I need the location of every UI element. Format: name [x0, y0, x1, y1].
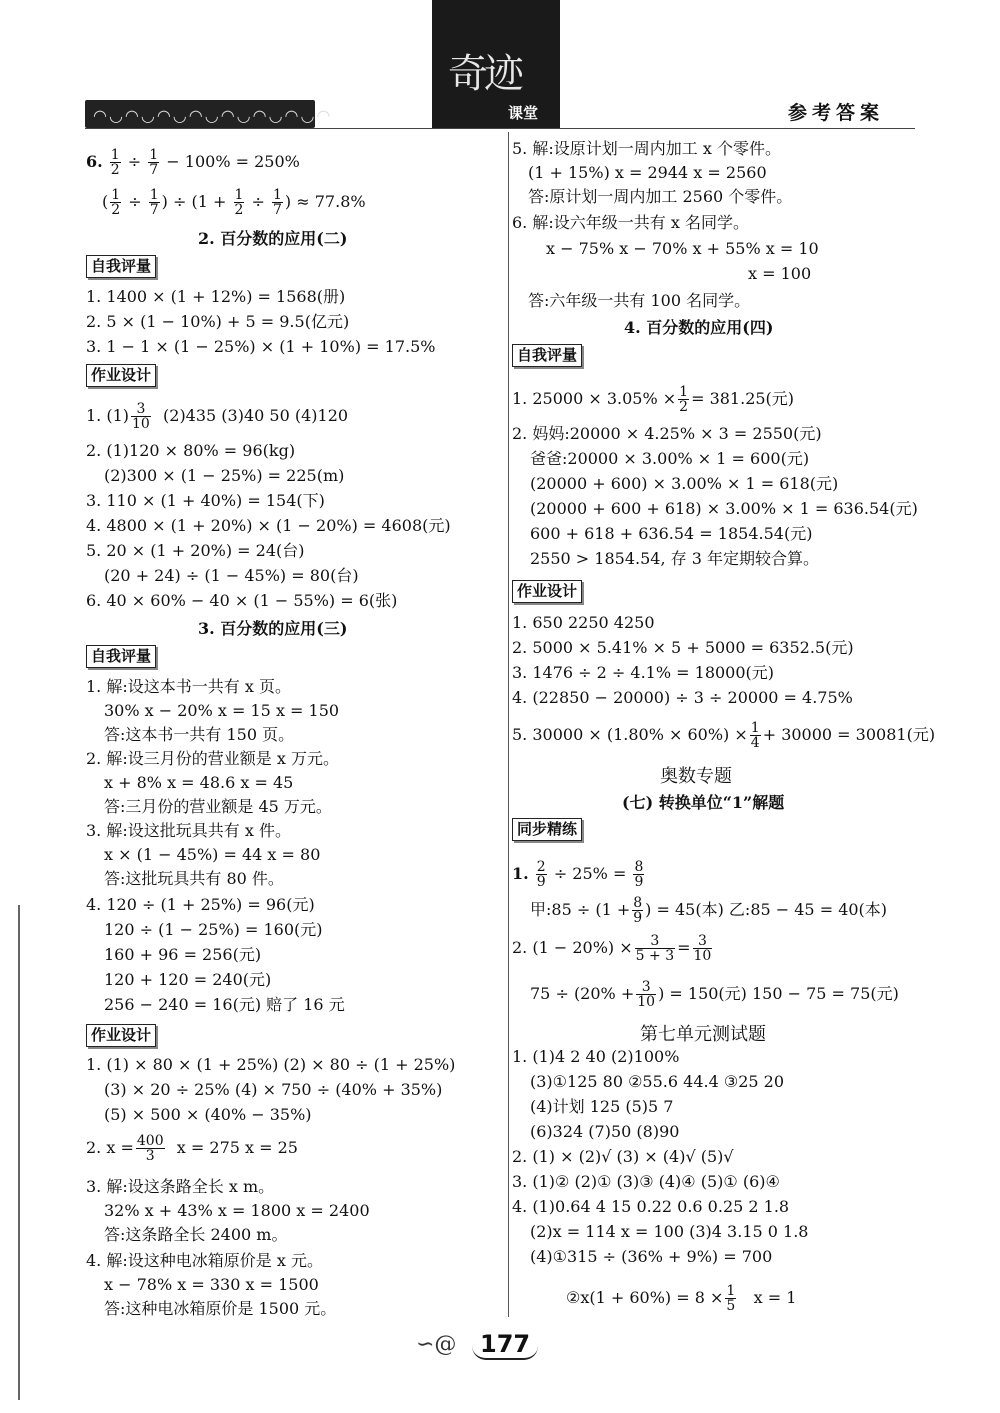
header-decoration-band: [85, 100, 333, 128]
answer-line: ( $\frac{1}{2}$ ÷ $\frac{1}{7}$ ) ÷ (1 + $\frac{1}{2}$ ÷ $\frac{1}{7}$ ) ≈ 77.8%: [102, 187, 366, 218]
answer-line: 120 ÷ (1 − 25%) = 160(元): [104, 920, 323, 939]
answer-line: 甲:85 ÷ (1 + $\frac{8}{9}$ ) = 45(本) 乙:85 − 45 = 40(本): [530, 895, 888, 926]
answer-line: 3. 解:设这条路全长 x m。: [86, 1177, 275, 1196]
column-divider: [508, 132, 509, 1317]
page-number: [416, 1328, 548, 1364]
answer-line: x × (1 − 45%) = 44 x = 80: [104, 845, 321, 864]
answer-line: 2. (1)120 × 80% = 96(kg): [86, 441, 296, 460]
answer-line: 答:这种电冰箱原价是 1500 元。: [104, 1299, 337, 1318]
answer-line: (20 + 24) ÷ (1 − 45%) = 80(台): [104, 566, 359, 585]
answer-line: (4)①315 ÷ (36% + 9%) = 700: [530, 1247, 773, 1266]
answer-line: 4. (1)0.64 4 15 0.22 0.6 0.25 2 1.8: [512, 1197, 790, 1216]
answer-line: 600 + 618 + 636.54 = 1854.54(元): [530, 524, 813, 543]
answer-line: 4. 120 ÷ (1 + 25%) = 96(元): [86, 895, 315, 914]
answer-line: 6. 40 × 60% − 40 × (1 − 55%) = 6(张): [86, 591, 398, 610]
answer-line: 2. x = $\frac{400}{3}$ x = 275 x = 25: [86, 1133, 298, 1164]
answer-line: 3. (1)② (2)① (3)③ (4)④ (5)① (6)④: [512, 1172, 780, 1191]
answer-line: (1 + 15%) x = 2944 x = 2560: [528, 163, 767, 182]
answer-line: 答:这本书一共有 150 页。: [104, 725, 295, 744]
answer-line: 2. (1 − 20%) × $\frac{3}{5 + 3}$ = $\frac{3}{10}$: [512, 933, 712, 964]
answer-line: (2)x = 114 x = 100 (3)4 3.15 0 1.8: [530, 1222, 809, 1241]
answer-line: (5) × 500 × (40% − 35%): [104, 1105, 312, 1124]
answer-line: 1. 1400 × (1 + 12%) = 1568(册): [86, 287, 346, 306]
answer-line: 答:三月份的营业额是 45 万元。: [104, 797, 332, 816]
answer-line: 5. 解:设原计划一周内加工 x 个零件。: [512, 139, 781, 158]
wave-pattern: ◠◡◠◡◠◡◠◡◠◡◠◡◠◡◠: [93, 106, 333, 125]
answer-line: 答:六年级一共有 100 名同学。: [528, 291, 751, 310]
logo-sub-text: 课堂: [508, 104, 539, 122]
answer-line: 1. (1) × 80 × (1 + 25%) (2) × 80 ÷ (1 + 25%): [86, 1055, 456, 1074]
answer-line: 2. 妈妈:20000 × 4.25% × 3 = 2550(元): [512, 424, 822, 443]
answer-line: 256 − 240 = 16(元) 赔了 16 元: [104, 995, 345, 1014]
answer-line: 答:这条路全长 2400 m。: [104, 1225, 288, 1244]
logo: [432, 0, 560, 128]
answer-line: 4. (22850 − 20000) ÷ 3 ÷ 20000 = 4.75%: [512, 688, 853, 707]
answer-line: 120 + 120 = 240(元): [104, 970, 272, 989]
header-rule: [85, 128, 915, 129]
answer-line: 160 + 96 = 256(元): [104, 945, 262, 964]
answer-line: 1. (1) $\frac{3}{10}$ (2)435 (3)40 50 (4)120: [86, 401, 349, 432]
page-edge-line: [18, 905, 20, 1400]
answer-line: 1. 650 2250 4250: [512, 613, 655, 632]
answer-line: 1. $\frac{2}{9}$ ÷ 25% = $\frac{8}{9}$: [512, 859, 644, 890]
answer-line: (2)300 × (1 − 25%) = 225(m): [104, 466, 345, 485]
answer-line: 30% x − 20% x = 15 x = 150: [104, 701, 340, 720]
answer-line: 3. 解:设这批玩具共有 x 件。: [86, 821, 291, 840]
section-title: 3. 百分数的应用(三): [198, 619, 348, 638]
section-title: 2. 百分数的应用(二): [198, 229, 348, 248]
answer-line: 2. 5000 × 5.41% × 5 + 5000 = 6352.5(元): [512, 638, 854, 657]
answer-line: 3. 1476 ÷ 2 ÷ 4.1% = 18000(元): [512, 663, 775, 682]
answer-line: 4. 4800 × (1 + 20%) × (1 − 20%) = 4608(元): [86, 516, 451, 535]
answer-line: 32% x + 43% x = 1800 x = 2400: [104, 1201, 370, 1220]
answer-line: 2550 > 1854.54, 存 3 年定期较合算。: [530, 549, 819, 568]
answer-line: (3)①125 80 ②55.6 44.4 ③25 20: [530, 1072, 784, 1091]
answer-line: 2. 解:设三月份的营业额是 x 万元。: [86, 749, 339, 768]
answer-line: 答:这批玩具共有 80 件。: [104, 869, 284, 888]
answer-line: 2. 5 × (1 − 10%) + 5 = 9.5(亿元): [86, 312, 350, 331]
answer-line: 1. 解:设这本书一共有 x 页。: [86, 677, 291, 696]
section-title: 4. 百分数的应用(四): [624, 318, 774, 337]
answer-line: 4. 解:设这种电冰箱原价是 x 元。: [86, 1251, 323, 1270]
header-title: 参考答案: [788, 102, 885, 124]
section-label-box: 作业设计: [86, 1024, 156, 1047]
answer-line: x − 78% x = 330 x = 1500: [104, 1275, 319, 1294]
page-number-text: 177: [472, 1330, 538, 1360]
section-title: 奥数专题: [660, 766, 732, 787]
answer-line: (3) × 20 ÷ 25% (4) × 750 ÷ (40% + 35%): [104, 1080, 443, 1099]
answer-line: 5. 30000 × (1.80% × 60%) × $\frac{1}{4}$ + 30000 = 30081(元): [512, 720, 936, 751]
section-subtitle: (七) 转换单位“1”解题: [622, 793, 785, 812]
section-title: 第七单元测试题: [640, 1024, 766, 1045]
answer-line: 75 ÷ (20% + $\frac{3}{10}$ ) = 150(元) 150 − 75 = 75(元): [530, 979, 899, 1010]
answer-line: 3. 1 − 1 × (1 − 25%) × (1 + 10%) = 17.5%: [86, 337, 436, 356]
answer-line: 5. 20 × (1 + 20%) = 24(台): [86, 541, 305, 560]
answer-line: 1. 25000 × 3.05% × $\frac{1}{2}$ = 381.25(元): [512, 384, 795, 415]
answer-line: 答:原计划一周内加工 2560 个零件。: [528, 187, 793, 206]
section-label-box: 自我评量: [86, 255, 156, 278]
answer-line: (4)计划 125 (5)5 7: [530, 1097, 674, 1116]
answer-line: x = 100: [748, 264, 812, 283]
curl-ornament-icon: ∽@: [416, 1332, 457, 1357]
answer-line: 1. (1)4 2 40 (2)100%: [512, 1047, 680, 1066]
answer-line: 6. 解:设六年级一共有 x 名同学。: [512, 213, 749, 232]
answer-line: (20000 + 600 + 618) × 3.00% × 1 = 636.54(元): [530, 499, 918, 518]
answer-line: 6. $\frac{1}{2}$ ÷ $\frac{1}{7}$ − 100% = 250%: [86, 147, 300, 178]
answer-line: (6)324 (7)50 (8)90: [530, 1122, 680, 1141]
answer-line: x − 75% x − 70% x + 55% x = 10: [546, 239, 819, 258]
answer-line: 爸爸:20000 × 3.00% × 1 = 600(元): [530, 449, 810, 468]
logo-main-text: 奇迹: [448, 51, 520, 97]
section-label-box: 作业设计: [512, 580, 582, 603]
answer-line: x + 8% x = 48.6 x = 45: [104, 773, 294, 792]
answer-line: 2. (1) × (2)√ (3) × (4)√ (5)√: [512, 1147, 734, 1166]
section-label-box: 同步精练: [512, 818, 582, 841]
section-label-box: 作业设计: [86, 364, 156, 387]
section-label-box: 自我评量: [512, 344, 582, 367]
answer-line: ②x(1 + 60%) = 8 × $\frac{1}{5}$ x = 1: [566, 1283, 797, 1314]
section-label-box: 自我评量: [86, 645, 156, 668]
answer-line: 3. 110 × (1 + 40%) = 154(下): [86, 491, 325, 510]
answer-line: (20000 + 600) × 3.00% × 1 = 618(元): [530, 474, 839, 493]
